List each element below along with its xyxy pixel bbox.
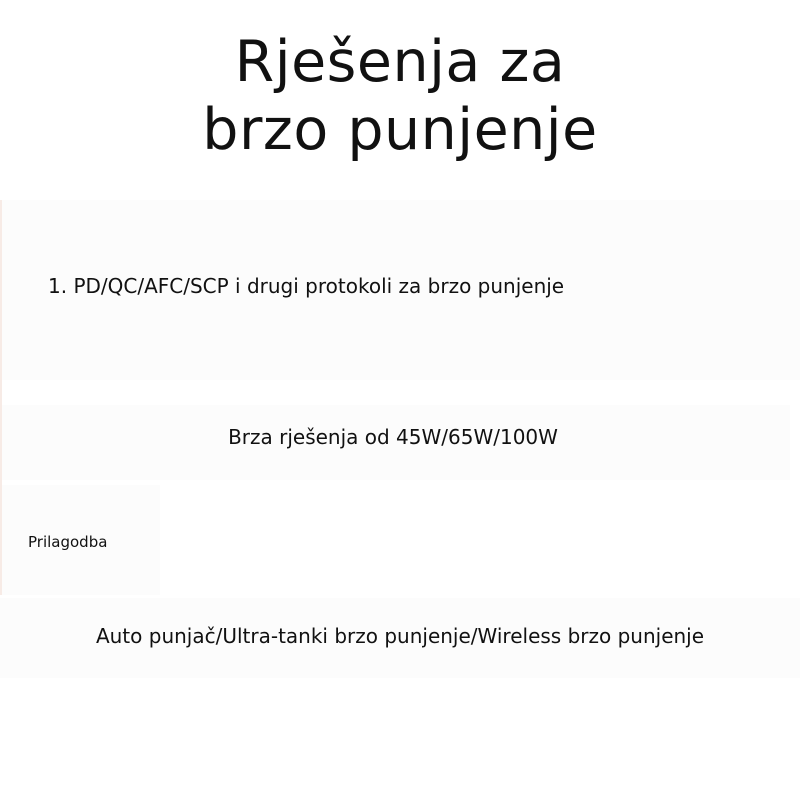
customization-text: Prilagodba bbox=[28, 533, 108, 551]
charger-types-text: Auto punjač/Ultra-tanki brzo punjenje/Wireless brzo punjenje bbox=[95, 624, 705, 648]
page-title bbox=[0, 28, 800, 164]
protocols-text: 1. PD/QC/AFC/SCP i drugi protokoli za brzo punjenje bbox=[48, 274, 565, 298]
left-edge-tint bbox=[0, 200, 2, 595]
page-title-line-2: brzo punjenje bbox=[202, 97, 598, 163]
power-solutions-text: Brza rješenja od 45W/65W/100W bbox=[228, 425, 558, 449]
page-title-line-1: Rješenja za bbox=[234, 29, 566, 95]
